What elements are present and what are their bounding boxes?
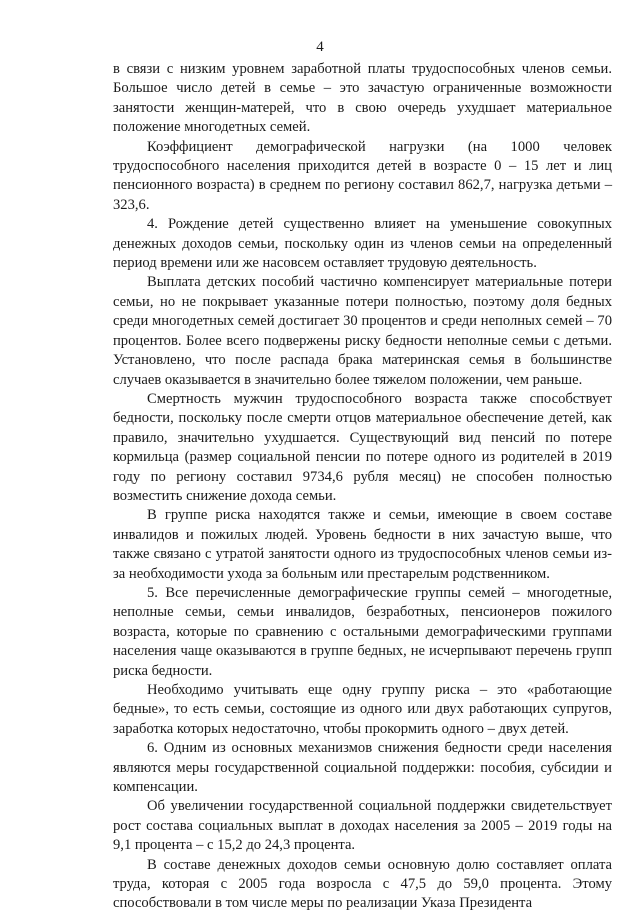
paragraph-demographic-load: Коэффициент демографической нагрузки (на 1000 человек трудоспособного населения приходится детей в возрасте 0 – 15 лет и лиц пенсионного возраста) в среднем по региону составил 862,7, нагрузка детьми – 323,6. [113,138,612,213]
page-number: 4 [316,39,324,55]
paragraph-child-benefits: Выплата детских пособий частично компенсирует материальные потери семьи, но не покрывает указанные потери полностью, поэтому доля бедных среди многодетных семей достигает 30 процентов и среди неполных семей – 70 процентов. Более всего подвержены риску бедности неполные семьи с детьми. Установлено, что после распада брака материнская семья в большинстве случаев оказывается в значительно более тяжелом положении, чем раньше. [113,274,612,388]
paragraph-continuation: в связи с низким уровнем заработной платы трудоспособных членов семьи. Большое число детей в семье – это зачастую ограниченные возможности занятости женщин-матерей, что в свою очередь ухудшает материальное положение многодетных семей. [113,61,612,136]
paragraph-disabled-elderly: В группе риска находятся также и семьи, имеющие в своем составе инвалидов и пожилых людей. Уровень бедности в них зачастую выше, что также связано с утратой занятости одного из трудоспособных членов семьи из-за необходимости ухода за больным или престарелым родственником. [113,507,612,582]
document-body [113,60,612,914]
paragraph-male-mortality: Смертность мужчин трудоспособного возраста также способствует бедности, поскольку после смерти отцов материальное обеспечение детей, как правило, значительно ухудшается. Существующий вид пенсий по потере кормильца (размер социальной пенсии по потере одного из родителей в 2019 году по региону составил 9734,6 рубля месяц) не способен полностью возместить снижение дохода семьи. [113,390,612,504]
paragraph-item-5: 5. Все перечисленные демографические группы семей – многодетные, неполные семьи, семьи инвалидов, безработных, пенсионеров пожилого возраста, которые по сравнению с остальными демографическими группами населения чаще оказываются в группе бедных, не исчерпывают перечень групп риска бедности. [113,584,612,679]
paragraph-social-payments: Об увеличении государственной социальной поддержки свидетельствует рост состава социальных выплат в доходах населения за 2005 – 2019 годы на 9,1 процента – с 15,2 до 24,3 процента. [113,798,612,854]
paragraph-item-4: 4. Рождение детей существенно влияет на уменьшение совокупных денежных доходов семьи, поскольку один из членов семьи на определенный период времени или же насовсем оставляет трудовую деятельность. [113,216,612,272]
paragraph-working-poor: Необходимо учитывать еще одну группу риска – это «работающие бедные», то есть семьи, состоящие из одного или двух работающих супругов, заработка которых недостаточно, чтобы прокормить одного – двух детей. [113,682,612,737]
paragraph-wages-share: В составе денежных доходов семьи основную долю составляет оплата труда, которая с 2005 года возросла с 47,5 до 59,0 процента. Этому способствовали в том числе меры по реализации Указа Президента [113,856,612,912]
paragraph-item-6: 6. Одним из основных механизмов снижения бедности среди населения являются меры государственной социальной поддержки: пособия, субсидии и компенсации. [113,740,612,796]
